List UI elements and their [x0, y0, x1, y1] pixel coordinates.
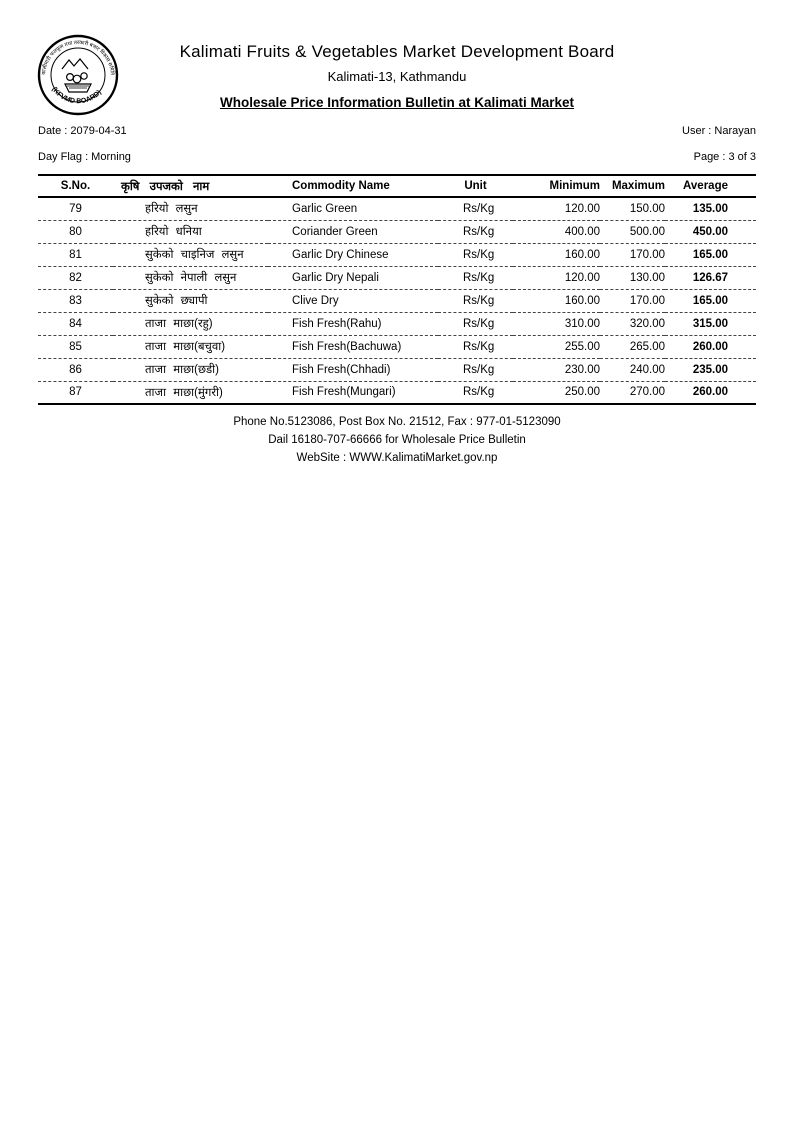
price-table-header: [38, 175, 756, 197]
cell-nepali-name: ताजा माछा(बचुवा): [113, 335, 268, 358]
cell-max: 240.00: [600, 358, 665, 381]
table-row: [38, 335, 756, 358]
cell-commodity: Garlic Green: [268, 197, 438, 220]
table-row: [38, 381, 756, 404]
table-row: [38, 243, 756, 266]
table-row: [38, 220, 756, 243]
cell-nepali-name: ताजा माछा(छडी): [113, 358, 268, 381]
col-header-unit: Unit: [438, 175, 513, 197]
cell-commodity: Fish Fresh(Rahu): [268, 312, 438, 335]
cell-min: 120.00: [513, 266, 600, 289]
col-header-nepali-name: कृषि उपजको नाम: [113, 175, 268, 197]
cell-commodity: Clive Dry: [268, 289, 438, 312]
cell-sno: 82: [38, 266, 113, 289]
meta-row-2: [38, 151, 756, 163]
col-header-average: Average: [665, 175, 756, 197]
cell-nepali-name: हरियो धनिया: [113, 220, 268, 243]
cell-commodity: Garlic Dry Chinese: [268, 243, 438, 266]
seal-produce-illustration: [62, 59, 91, 92]
footer-website-line: WebSite : WWW.KalimatiMarket.gov.np: [296, 452, 498, 464]
seal-icon: [36, 33, 120, 117]
cell-min: 230.00: [513, 358, 600, 381]
cell-max: 170.00: [600, 289, 665, 312]
cell-nepali-name: सुकेको नेपाली लसुन: [113, 266, 268, 289]
cell-unit: Rs/Kg: [438, 220, 513, 243]
cell-nepali-name: सुकेको छ्यापी: [113, 289, 268, 312]
cell-unit: Rs/Kg: [438, 358, 513, 381]
cell-max: 170.00: [600, 243, 665, 266]
meta-row-1: [38, 125, 756, 137]
cell-min: 160.00: [513, 243, 600, 266]
cell-min: 160.00: [513, 289, 600, 312]
cell-avg: 260.00: [665, 335, 756, 358]
org-address: Kalimati-13, Kathmandu: [327, 69, 467, 84]
cell-commodity: Fish Fresh(Bachuwa): [268, 335, 438, 358]
cell-unit: Rs/Kg: [438, 289, 513, 312]
cell-sno: 87: [38, 381, 113, 404]
cell-avg: 165.00: [665, 289, 756, 312]
cell-sno: 83: [38, 289, 113, 312]
cell-unit: Rs/Kg: [438, 197, 513, 220]
seal-top-text: कालीमाटी फलफूल तथा तरकारी बजार विकास समिति: [40, 39, 115, 76]
price-table: [38, 174, 756, 405]
user-label: User : Narayan: [682, 125, 756, 137]
day-flag-label: Day Flag : Morning: [38, 151, 131, 163]
footer-contact-line: Phone No.5123086, Post Box No. 21512, Fax : 977-01-5123090: [233, 416, 561, 428]
org-name: Kalimati Fruits & Vegetables Market Development Board: [179, 42, 615, 61]
cell-unit: Rs/Kg: [438, 312, 513, 335]
date-label: Date : 2079-04-31: [38, 125, 127, 137]
cell-sno: 84: [38, 312, 113, 335]
cell-min: 255.00: [513, 335, 600, 358]
cell-sno: 79: [38, 197, 113, 220]
page-number-label: Page : 3 of 3: [693, 151, 756, 163]
col-header-sno: S.No.: [38, 175, 113, 197]
cell-avg: 260.00: [665, 381, 756, 404]
cell-nepali-name: ताजा माछा(मुंगरी): [113, 381, 268, 404]
cell-sno: 80: [38, 220, 113, 243]
cell-min: 400.00: [513, 220, 600, 243]
col-header-maximum: Maximum: [600, 175, 665, 197]
cell-max: 130.00: [600, 266, 665, 289]
header-row: [38, 175, 756, 197]
cell-avg: 165.00: [665, 243, 756, 266]
cell-min: 250.00: [513, 381, 600, 404]
table-row: [38, 358, 756, 381]
cell-nepali-name: ताजा माछा(रहु): [113, 312, 268, 335]
table-row: [38, 289, 756, 312]
cell-max: 500.00: [600, 220, 665, 243]
cell-avg: 135.00: [665, 197, 756, 220]
seal-bottom-text: (KFVMD BOARD): [50, 86, 103, 106]
cell-max: 150.00: [600, 197, 665, 220]
cell-max: 320.00: [600, 312, 665, 335]
table-row: [38, 266, 756, 289]
cell-sno: 86: [38, 358, 113, 381]
cell-nepali-name: हरियो लसुन: [113, 197, 268, 220]
cell-avg: 126.67: [665, 266, 756, 289]
table-row: [38, 197, 756, 220]
cell-commodity: Garlic Dry Nepali: [268, 266, 438, 289]
cell-sno: 85: [38, 335, 113, 358]
cell-commodity: Fish Fresh(Chhadi): [268, 358, 438, 381]
document-footer: [0, 413, 794, 467]
cell-commodity: Coriander Green: [268, 220, 438, 243]
cell-max: 265.00: [600, 335, 665, 358]
org-seal-logo: [36, 33, 120, 117]
price-table-body: [38, 197, 756, 404]
cell-unit: Rs/Kg: [438, 381, 513, 404]
cell-max: 270.00: [600, 381, 665, 404]
cell-avg: 315.00: [665, 312, 756, 335]
cell-unit: Rs/Kg: [438, 243, 513, 266]
cell-nepali-name: सुकेको चाइनिज लसुन: [113, 243, 268, 266]
footer-dial-line: Dail 16180-707-66666 for Wholesale Price Bulletin: [268, 434, 526, 446]
cell-unit: Rs/Kg: [438, 335, 513, 358]
cell-unit: Rs/Kg: [438, 266, 513, 289]
cell-commodity: Fish Fresh(Mungari): [268, 381, 438, 404]
cell-sno: 81: [38, 243, 113, 266]
cell-min: 310.00: [513, 312, 600, 335]
col-header-minimum: Minimum: [513, 175, 600, 197]
col-header-commodity: Commodity Name: [268, 175, 438, 197]
cell-avg: 235.00: [665, 358, 756, 381]
bulletin-title: Wholesale Price Information Bulletin at Kalimati Market: [219, 95, 575, 110]
cell-min: 120.00: [513, 197, 600, 220]
table-row: [38, 312, 756, 335]
cell-avg: 450.00: [665, 220, 756, 243]
